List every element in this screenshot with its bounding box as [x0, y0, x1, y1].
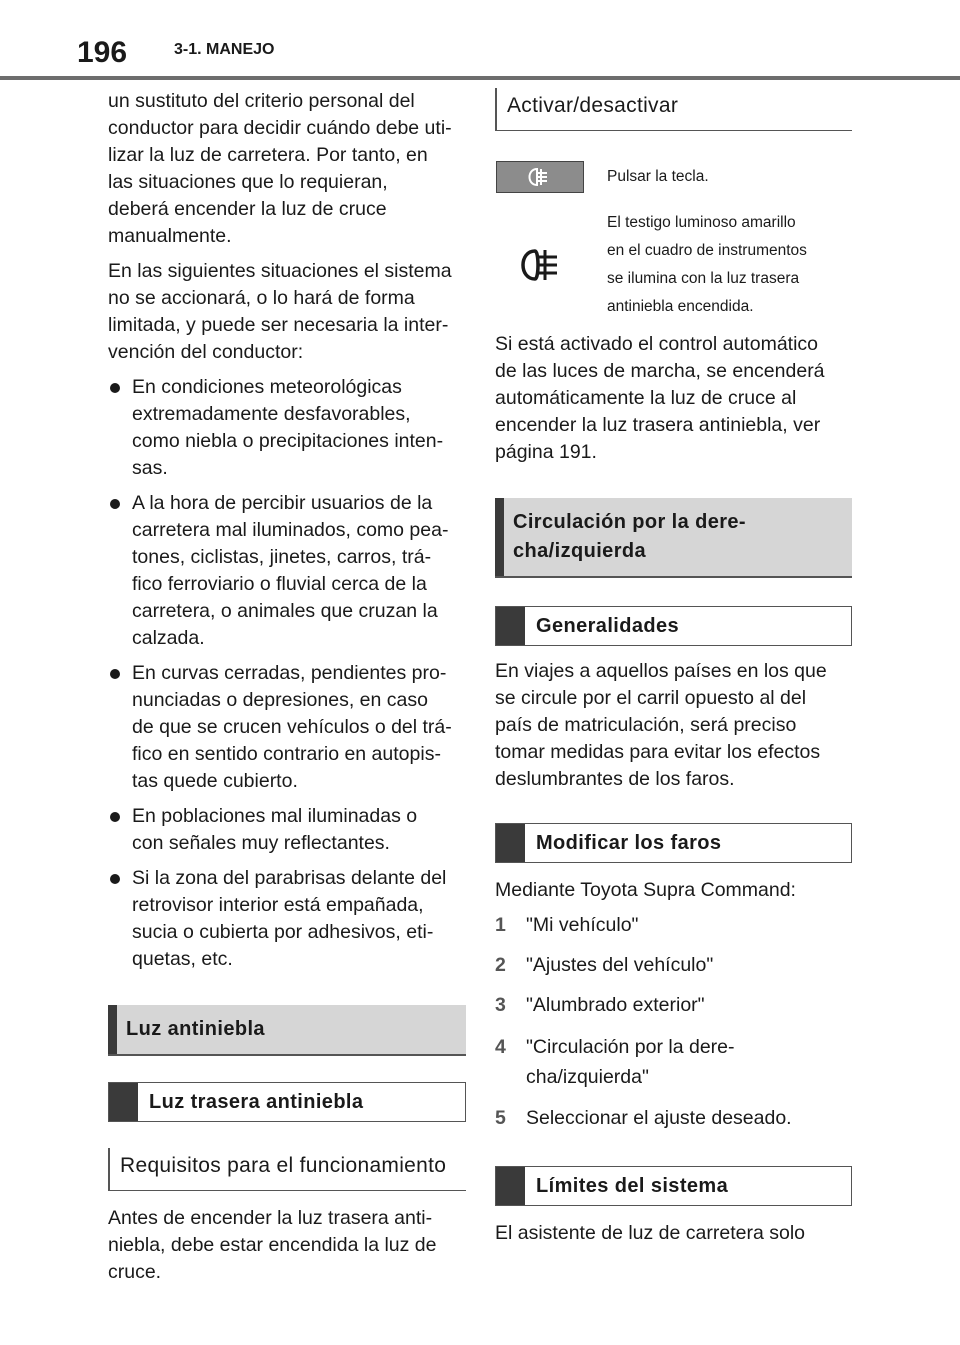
limits-paragraph: El asistente de luz de carretera solo	[495, 1222, 806, 1244]
auto-control-paragraph: Si está activado el control automático de las luces de marcha, se encenderá automáticamente la luz de cruce al encender la luz trasera antiniebla, ver página 191.	[495, 333, 825, 463]
heading-general: Generalidades	[495, 606, 852, 646]
bullet-icon	[110, 812, 120, 822]
icon-indicator-description: El testigo luminoso amarillo en el cuadro de instrumentos se ilumina con la luz trasera antiniebla encendida.	[607, 214, 807, 315]
heading-system-limits: Límites del sistema	[495, 1166, 852, 1206]
left-column	[108, 88, 466, 1294]
step-item: 5 Seleccionar el ajuste deseado.	[495, 1107, 792, 1129]
heading-activate: Activar/desactivar	[495, 88, 852, 131]
rear-fog-button-icon	[496, 161, 584, 193]
list-item: En condiciones meteorológicas extremadamente desfavorables, como niebla o precipitaciones inten- sas.	[108, 374, 466, 482]
icon-button-description: Pulsar la tecla.	[607, 168, 709, 185]
section-title: 3-1. MANEJO	[174, 41, 275, 58]
general-paragraph: En viajes a aquellos países en los que se circule por el carril opuesto al del país de matriculación, será preciso tomar medidas para evitar los efectos deslumbrantes de los faros.	[495, 660, 827, 790]
bullet-icon	[110, 499, 120, 509]
heading-requirements: Requisitos para el funcionamiento	[108, 1148, 466, 1191]
icon-row-button	[495, 161, 852, 193]
heading-traffic-side: Circulación por la dere- cha/izquierda	[495, 498, 852, 578]
intro-paragraph: un sustituto del criterio personal del conductor para decidir cuándo debe uti- lizar la luz de carretera. Por tanto, en las situaciones que lo requieran, deberá encender la luz de cruce manualmente.	[108, 90, 452, 247]
modify-intro: Mediante Toyota Supra Command:	[495, 879, 796, 901]
step-item: 1 "Mi vehículo"	[495, 914, 639, 936]
bullet-icon	[110, 383, 120, 393]
list-item: A la hora de percibir usuarios de la carretera mal iluminados, como pea- tones, ciclistas, jinetes, carros, trá- fico ferroviario o fluvial cerca de la carretera, o animales que cruzan la calzada.	[108, 490, 466, 652]
rear-fog-indicator-icon	[517, 247, 563, 283]
step-item: 3 "Alumbrado exterior"	[495, 994, 705, 1016]
situations-paragraph: En las siguientes situaciones el sistema no se accionará, o lo hará de forma limitada, y puede ser necesaria la inter- vención del conductor:	[108, 260, 452, 363]
header-rule	[0, 76, 960, 80]
list-item: En poblaciones mal iluminadas o con señales muy reflectantes.	[108, 803, 466, 857]
list-item: En curvas cerradas, pendientes pro- nunciadas o depresiones, en caso de que se crucen vehículos o del trá- fico en sentido contrario en autopis- tas quede cubierto.	[108, 660, 466, 795]
bullet-icon	[110, 874, 120, 884]
bullet-icon	[110, 669, 120, 679]
page-number: 196	[77, 36, 128, 69]
step-item: 4 "Circulación por la dere- cha/izquierda"	[495, 1036, 735, 1088]
right-column	[495, 88, 852, 1255]
heading-modify-headlights: Modificar los faros	[495, 823, 852, 863]
step-item: 2 "Ajustes del vehículo"	[495, 954, 714, 976]
requirements-paragraph: Antes de encender la luz trasera anti- niebla, debe estar encendida la luz de cruce.	[108, 1207, 437, 1283]
heading-fog-light: Luz antiniebla	[108, 1005, 466, 1056]
list-item: Si la zona del parabrisas delante del retrovisor interior está empañada, sucia o cubierta por adhesivos, eti- quetas, etc.	[108, 865, 466, 973]
steps-list	[495, 912, 852, 1132]
icon-row-indicator	[495, 209, 852, 321]
heading-rear-fog-light: Luz trasera antiniebla	[108, 1082, 466, 1122]
situations-list	[108, 374, 466, 973]
